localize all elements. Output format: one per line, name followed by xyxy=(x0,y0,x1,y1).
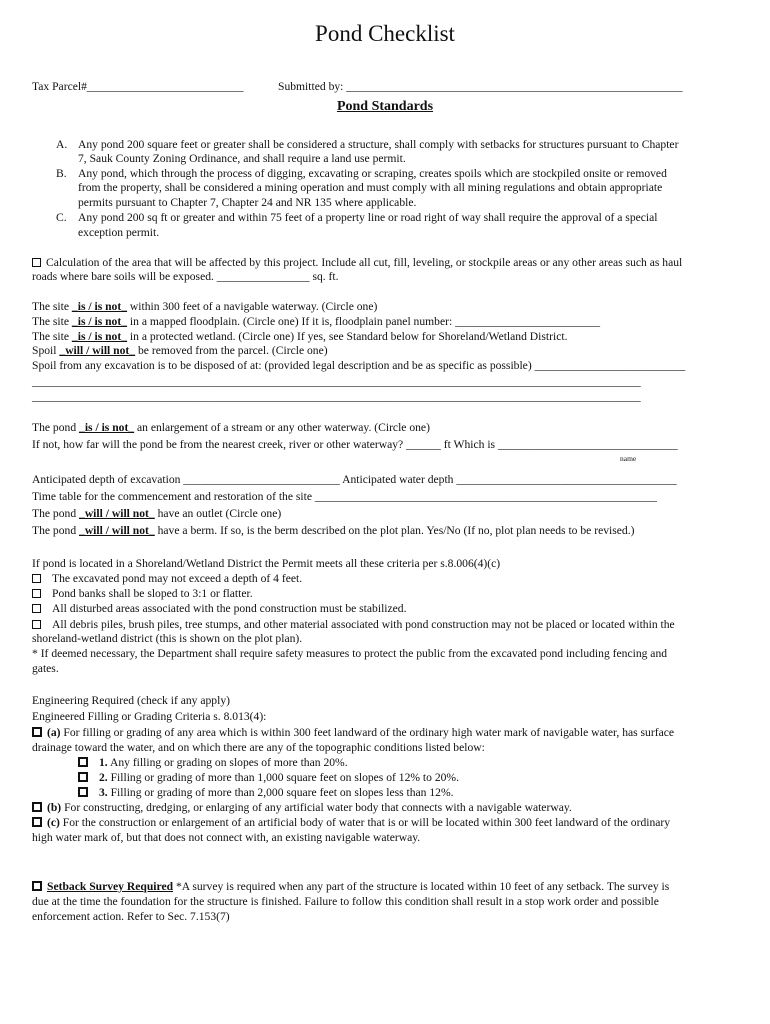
shoreland-item-text: All disturbed areas associated with the pond construction must be stabilized. xyxy=(52,602,407,615)
circle-choice[interactable]: _is / is not_ xyxy=(79,421,135,434)
eng-label: (a) xyxy=(47,726,61,739)
name-caption: name xyxy=(620,454,637,463)
standard-c-line: Any pond 200 sq ft or greater and within 75 feet of a property line or road right of way shall require the approval of a special xyxy=(78,211,658,224)
circle-choice[interactable]: _will / will not_ xyxy=(79,524,155,537)
eng-sub-num: 3. xyxy=(99,786,108,799)
standard-b-line: permits pursuant to Chapter 7, Chapter 24 and NR 135 where applicable. xyxy=(78,196,417,209)
depth-field[interactable]: Anticipated depth of excavation ___________________________ Anticipated water depth ______________________________________ xyxy=(32,473,677,486)
row-prefix: The pond xyxy=(32,421,80,434)
row-prefix: The pond xyxy=(32,524,80,537)
eng-sub-row xyxy=(78,786,454,801)
shoreland-item-text: The excavated pond may not exceed a depth of 4 feet. xyxy=(52,572,303,585)
row-prefix: The site xyxy=(32,300,72,313)
checkbox-icon[interactable] xyxy=(32,881,42,891)
spoil-disposal-field[interactable]: Spoil from any excavation is to be disposed of at: (provided legal description and be as specific as possible) __________________________ xyxy=(32,359,686,372)
checkbox-icon[interactable] xyxy=(32,727,42,737)
standard-letter: B. xyxy=(56,167,67,180)
eng-required: Engineering Required (check if any apply) xyxy=(32,694,230,707)
eng-label: (b) xyxy=(47,801,62,814)
row-prefix: The site xyxy=(32,330,72,343)
shoreland-item xyxy=(32,602,407,617)
checkbox-icon[interactable] xyxy=(32,604,41,613)
shoreland-item xyxy=(32,587,253,602)
circle-choice[interactable]: _is / is not_ xyxy=(71,315,128,328)
shoreland-item xyxy=(32,572,302,587)
site-navigable-row xyxy=(32,300,377,315)
standard-b-line: Any pond, which through the process of digging, excavating or scraping, creates spoils which are stockpiled onsite or removed xyxy=(78,167,667,180)
shoreland-item-text: All debris piles, brush piles, tree stumps, and other material associated with pond construction may not be placed or located within the xyxy=(52,618,675,631)
checkbox-icon[interactable] xyxy=(78,772,88,782)
eng-text: For filling or grading of any area which is within 300 feet landward of the ordinary high water mark of navigable water, has surface xyxy=(60,726,675,739)
eng-c-row xyxy=(32,816,670,831)
checkbox-icon[interactable] xyxy=(32,574,41,583)
row-suffix: have an outlet (Circle one) xyxy=(154,507,282,520)
circle-choice[interactable]: _is / is not_ xyxy=(71,330,128,343)
tax-parcel-field[interactable]: Tax Parcel#___________________________ xyxy=(32,80,244,93)
safety-line: * If deemed necessary, the Department shall require safety measures to protect the public from the excavated pond including fencing and xyxy=(32,647,668,660)
setback-line: due at the time the foundation for the structure is finished. Failure to follow this condition shall result in a stop work order and possible xyxy=(32,895,659,908)
calc-sqft-field[interactable]: roads where bare soils will be exposed. ________________ sq. ft. xyxy=(32,270,339,283)
site-wetland-row xyxy=(32,330,567,345)
eng-sub-num: 1. xyxy=(99,756,108,769)
eng-sub-num: 2. xyxy=(99,771,108,784)
eng-label: (c) xyxy=(47,816,60,829)
row-prefix: Spoil xyxy=(32,344,60,357)
standard-a-line: Any pond 200 square feet or greater shall be considered a structure, shall comply with setbacks for structures pursuant to Chapter xyxy=(78,138,679,151)
eng-sub-text: Filling or grading of more than 1,000 square feet on slopes of 12% to 20%. xyxy=(107,771,459,784)
berm-row xyxy=(32,524,634,539)
setback-label: Setback Survey Required xyxy=(47,880,174,893)
standard-a-line: 7, Sauk County Zoning Ordinance, and shall require a land use permit. xyxy=(78,152,406,165)
eng-sub-text: Any filling or grading on slopes of more than 20%. xyxy=(107,756,348,769)
setback-text: *A survey is required when any part of the structure is located within 10 feet of any setback. The survey is xyxy=(173,880,670,893)
checkbox-icon[interactable] xyxy=(78,787,88,797)
standard-letter: A. xyxy=(56,138,68,151)
setback-row xyxy=(32,880,669,895)
standard-c-line: exception permit. xyxy=(78,226,160,239)
eng-text: For the construction or enlargement of an artificial body of water that is or will be located within 300 feet landward of the ordinary xyxy=(59,816,671,829)
shoreland-intro: If pond is located in a Shoreland/Wetland District the Permit meets all these criteria per s.8.006(4)(c) xyxy=(32,557,501,570)
checkbox-icon[interactable] xyxy=(32,817,42,827)
eng-b-row xyxy=(32,801,572,816)
shoreland-item xyxy=(32,618,675,633)
site-floodplain-row xyxy=(32,315,600,330)
timetable-field[interactable]: Time table for the commencement and restoration of the site ___________________________________________________________ xyxy=(32,490,657,503)
eng-criteria: Engineered Filling or Grading Criteria s. 8.013(4): xyxy=(32,710,267,723)
calc-line xyxy=(32,256,682,271)
checkbox-icon[interactable] xyxy=(78,757,88,767)
circle-choice[interactable]: _will / will not_ xyxy=(79,507,155,520)
shoreland-item-text: Pond banks shall be sloped to 3:1 or flatter. xyxy=(52,587,253,600)
checkbox-icon[interactable] xyxy=(32,258,41,267)
enlargement-row xyxy=(32,421,430,436)
standards-heading: Pond Standards xyxy=(336,99,434,114)
blank-line[interactable]: _________________________________________________________________________________________________________ xyxy=(32,390,641,403)
row-suffix: in a mapped floodplain. (Circle one) If it is, floodplain panel number: _________________________ xyxy=(127,315,601,328)
eng-sub-row xyxy=(78,771,459,786)
submitted-by-field[interactable]: Submitted by: __________________________________________________________ xyxy=(278,80,683,93)
checkbox-icon[interactable] xyxy=(32,620,41,629)
row-suffix: be removed from the parcel. (Circle one) xyxy=(135,344,328,357)
calc-text: Calculation of the area that will be affected by this project. Include all cut, fill, leveling, or stockpile areas or any other areas such as haul xyxy=(46,256,683,269)
row-suffix: in a protected wetland. (Circle one) If yes, see Standard below for Shoreland/Wetland District. xyxy=(127,330,568,343)
row-suffix: have a berm. If so, is the berm described on the plot plan. Yes/No (If no, plot plan needs to be revised.) xyxy=(154,524,635,537)
outlet-row xyxy=(32,507,281,522)
circle-choice[interactable]: _will / will not_ xyxy=(59,344,136,357)
row-prefix: The pond xyxy=(32,507,80,520)
eng-sub-text: Filling or grading of more than 2,000 square feet on slopes less than 12%. xyxy=(107,786,454,799)
shoreland-cont: shoreland-wetland district (this is shown on the plot plan). xyxy=(32,632,303,645)
row-suffix: an enlargement of a stream or any other waterway. (Circle one) xyxy=(134,421,430,434)
page-title: Pond Checklist xyxy=(315,21,455,46)
spoil-removal-row xyxy=(32,344,328,359)
distance-field[interactable]: If not, how far will the pond be from the nearest creek, river or other waterway? ______ ft Which is _______________________________ xyxy=(32,438,678,451)
checkbox-icon[interactable] xyxy=(32,802,42,812)
standard-b-line: from the property, shall be considered a mining operation and must comply with all mining regulations and obtain appropriate xyxy=(78,181,663,194)
eng-sub-row xyxy=(78,756,348,771)
eng-text: For constructing, dredging, or enlarging of any artificial water body that connects with a navigable waterway. xyxy=(61,801,572,814)
standard-letter: C. xyxy=(56,211,67,224)
eng-c-cont: high water mark of, but that does not connect with, an existing navigable waterway. xyxy=(32,831,421,844)
blank-line[interactable]: _________________________________________________________________________________________________________ xyxy=(32,375,641,388)
eng-a-cont: drainage toward the water, and on which there are any of the topographic conditions listed below: xyxy=(32,741,485,754)
safety-line: gates. xyxy=(32,662,59,675)
checkbox-icon[interactable] xyxy=(32,589,41,598)
eng-a-row xyxy=(32,726,674,741)
row-prefix: The site xyxy=(32,315,72,328)
circle-choice[interactable]: _is / is not_ xyxy=(71,300,128,313)
setback-line: enforcement action. Refer to Sec. 7.153(7) xyxy=(32,910,230,923)
row-suffix: within 300 feet of a navigable waterway. (Circle one) xyxy=(127,300,378,313)
